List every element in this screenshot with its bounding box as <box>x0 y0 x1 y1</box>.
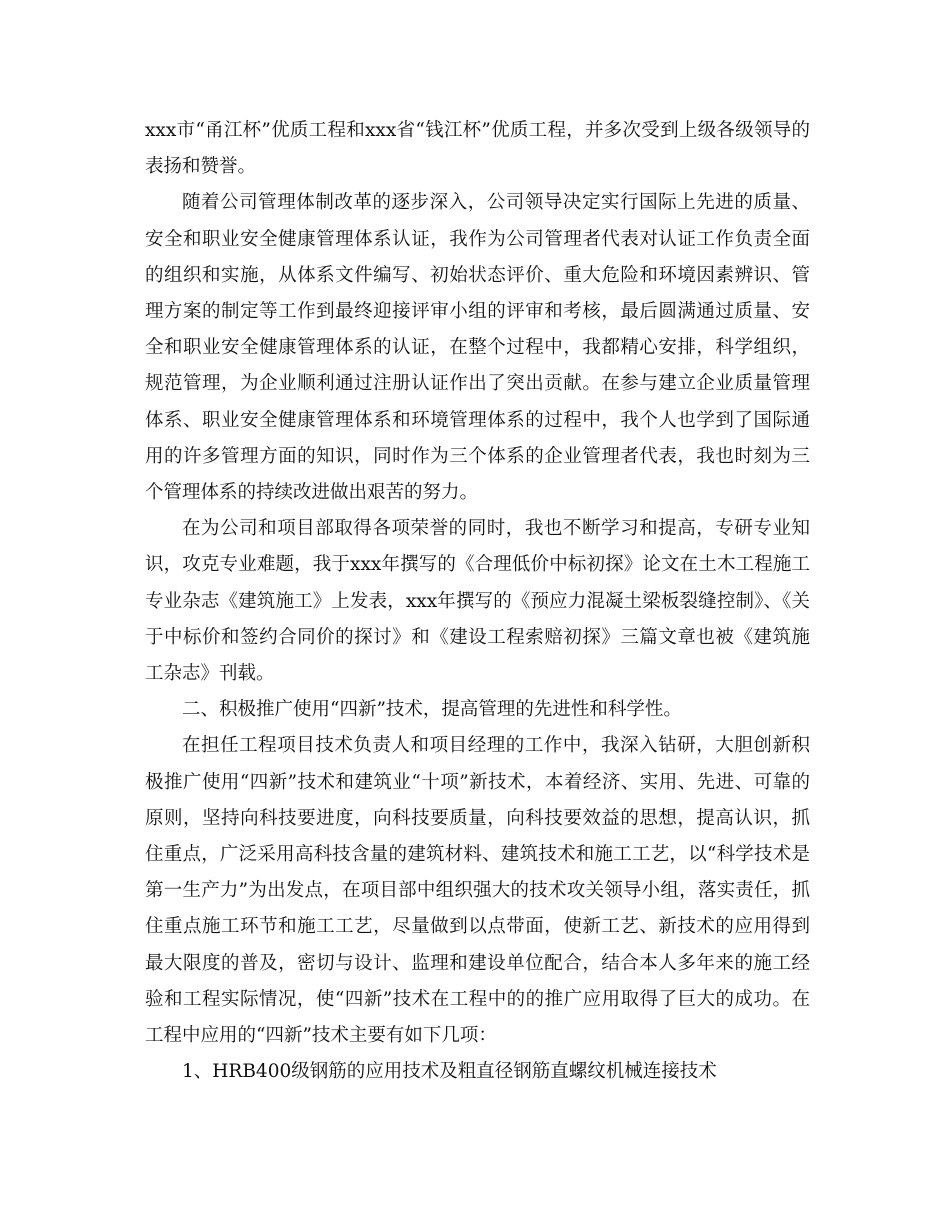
paragraph-technology-promotion: 在担任工程项目技术负责人和项目经理的工作中，我深入钻研，大胆创新积极推广使用“四新”技术和建筑业“十项”新技术，本着经济、实用、先进、可靠的原则，坚持向科技要进度，向科技要质量，向科技要效益的思想，提高认识，抓住重点，广泛采用高科技含量的建筑材料、建筑技术和施工工艺，以“科学技术是第一生产力”为出发点，在项目部中组织强大的技术攻关领导小组，落实责任，抓住重点施工环节和施工工艺，尽量做到以点带面，使新工艺、新技术的应用得到最大限度的普及，密切与设计、监理和建设单位配合，结合本人多年来的施工经验和工程实际情况，使“四新”技术在工程中的的推广应用取得了巨大的成功。在工程中应用的“四新”技术主要有如下几项： <box>145 735 810 1047</box>
paragraph-management-system-certification: 随着公司管理体制改革的逐步深入，公司领导决定实行国际上先进的质量、安全和职业安全健康管理体系认证，我作为公司管理者代表对认证工作负责全面的组织和实施，从体系文件编写、初始状态评价、重大危险和环境因素辨识、管理方案的制定等工作到最终迎接评审小组的评审和考核，最后圆满通过质量、安全和职业安全健康管理体系的认证，在整个过程中，我都精心安排，科学组织，规范管理，为企业顺利通过注册认证作出了突出贡献。在参与建立企业质量管理体系、职业安全健康管理体系和环境管理体系的过程中，我个人也学到了国际通用的许多管理方面的知识，同时作为三个体系的企业管理者代表，我也时刻为三个管理体系的持续改进做出艰苦的努力。 <box>145 192 810 504</box>
list-item-hrb400-technology: 1、HRB400级钢筋的应用技术及粗直径钢筋直螺纹机械连接技术 <box>182 1061 717 1083</box>
section-heading-four-new-technologies: 二、积极推广使用“四新”技术，提高管理的先进性和科学性。 <box>182 699 682 721</box>
paragraph-publications: 在为公司和项目部取得各项荣誉的同时，我也不断学习和提高，专研专业知识，攻克专业难题，我于xxx年撰写的《合理低价中标初探》论文在土木工程施工专业杂志《建筑施工》上发表，xxx年撰写的《预应力混凝土梁板裂缝控制》、《关于中标价和签约合同价的探讨》和《建设工程索赔初探》三篇文章也被《建筑施工杂志》刊载。 <box>145 518 810 685</box>
document-body <box>145 113 810 1090</box>
paragraph-awards-continuation: xxx市“甬江杯”优质工程和xxx省“钱江杯”优质工程，并多次受到上级各级领导的表扬和赞誉。 <box>145 120 810 178</box>
